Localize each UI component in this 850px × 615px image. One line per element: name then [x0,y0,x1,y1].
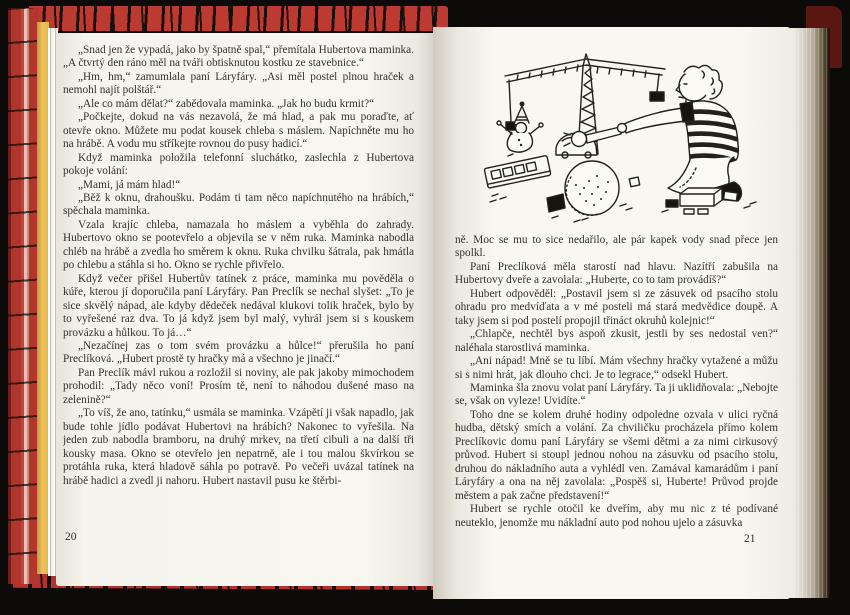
page-number-left: 20 [65,531,77,543]
paragraph: Vzala krajíc chleba, namazala ho máslem a vyběhla do zahrady. Hubertovo okno se pootevřelo a objevila se v něm ruka. Maminka nabodla chléb na hrábě a zvedla ho směrem k oknu. Ruka chvilku šátrala, pak hmátla po chlebu a stáhla si ho. Okno se rychle přivřelo. [63,218,414,272]
paragraph: „Nezačínej zas o tom svém provázku a hůlce!“ přerušila ho paní Preclíková. „Hubert prostě ty hračky má a všechno je jinačí.“ [63,339,414,366]
paragraph: „Snad jen že vypadá, jako by špatně spal,“ přemítala Hubertova maminka. „A čtvrtý den ráno měl na tváři obtisknutou kostku ze stavebnice.“ [63,44,414,70]
paragraph: „To víš, že ano, tatínku,“ usmála se maminka. Vzápětí ji však napadlo, jak bude tohle jídlo podávat Hubertovi na hrábích? Nakonec to vyřešila. Na jeden zub nabodla bramboru, na druhý mrkev, na třetí cibuli a na další tři kousky masa. Okno se otevřelo jen nepatrně, ale i tou malou škvírkou se protáhla ruka, která hladově sáhla po potravě. Po večeři uvázal tatínek na hrábě hadici a zvedl ji nahoru. Hubert nastavil pusu ke štěrbi- [63,407,414,487]
paragraph: Pan Preclík mávl rukou a rozložil si noviny, ale pak jakoby mimochodem prohodil: „Tady něco voní! Prosím tě, není to náhodou dušené maso na zelenině?“ [63,366,414,406]
paragraph: Hubert se rychle otočil ke dveřím, aby mu nic z té podívané neuteklo, jenomže mu nákladní auto pod nohou ujelo a zásuvka [455,503,778,529]
paragraph: „Mami, já mám hlad!“ [78,178,181,191]
page-stack-right [790,28,830,598]
paragraph: Když maminka položila telefonní sluchátko, zaslechla z Hubertova pokoje volání: [63,151,414,178]
paragraph: „Hm, hm,“ zamumlala paní Láryfáry. „Asi měl postel plnou hraček a nemohl najít polštář.“ [63,70,414,97]
book-cover-left-edge [8,8,39,584]
paragraph: „Počkejte, dokud na vás nezavolá, že má hlad, a pak mu poraďte, ať otevře okno. Můžete mu podat kousek chleba s máslem. Napíchněte mu ho na hrábě. A vodu mu stříkejte rovnou do pusy hadicí.“ [63,111,414,151]
paragraph: Hubert odpověděl: „Postavil jsem si ze zásuvek od psacího stolu ohradu pro medvíďata a v mé posteli má stará medvědice doupě. A taky jsem si pod postelí propojil třináct okruhů kolejnic!“ [455,287,778,327]
paragraph: Paní Preclíková měla starostí nad hlavu. Nazítří zabušila na Hubertovy dveře a zavolala: „Huberte, co to tam provádíš?“ [455,260,778,287]
page-number-right: 21 [744,533,756,545]
paragraph: Toho dne se kolem druhé hodiny odpoledne ozvala v ulici ryčná hudba, dětský smích a volání. Za chviličku procházela přímo kolem Preclíkovic domu paní Láryfáry se všemi dětmi a za nimi cirkusový průvod. Hubert si stoupl jednou nohou na zásuvku od psacího stolu, druhou do nákladního auta a vyhlédl ven. Zamával kamarádům i paní Láryfáry a ona na něj zavolala: „Pospěš si, Huberte! Průvod projde městem a pak začne představení!“ [455,408,778,502]
book-cover-top-edge [26,6,448,31]
paragraph: „Ani nápad! Mně se tu líbí. Mám všechny hračky vytažené a můžu si s nimi hrát, jak dlouho chci. Je to legrace,“ odsekl Hubert. [455,355,778,381]
paragraph: „Chlapče, nechtěl bys aspoň zkusit, jestli by ses nedostal ven?“ naléhala starostlivá maminka. [455,328,778,354]
paragraph: „Ale co mám dělat?“ zabědovala maminka. „Jak ho budu krmit?“ [78,97,375,110]
boy-playing-with-toy-crane-drawing [462,36,788,232]
paragraph: „Běž k oknu, drahoušku. Podám ti tam něco napíchnutého na hrábích,“ spěchala maminka. [63,191,414,218]
left-page-text [63,44,414,530]
paragraph: Když večer přišel Hubertův tatínek z práce, maminka mu pověděla o kúře, kterou jí doporučila paní Láryfáry. Pan Preclík se nechal slyšet: „To je sice skvělý nápad, ale kdyby dědeček nedával klukovi tolik hraček, bylo by to vyřešené raz dva. To já když jsem byl malý, vyhrál jsem si s kouskem provázku a hůlkou. To já…“ [63,272,414,339]
right-page-text [455,234,778,534]
paragraph: Maminka šla znovu volat paní Láryfáry. Ta ji uklidňovala: „Nebojte se, však on vyleze! Uvidíte.“ [455,381,778,408]
illustration-boy-with-toy-crane [462,36,788,232]
paragraph: ně. Moc se mu to sice nedařilo, ale pár kapek vody snad přece jen spolkl. [455,234,778,260]
